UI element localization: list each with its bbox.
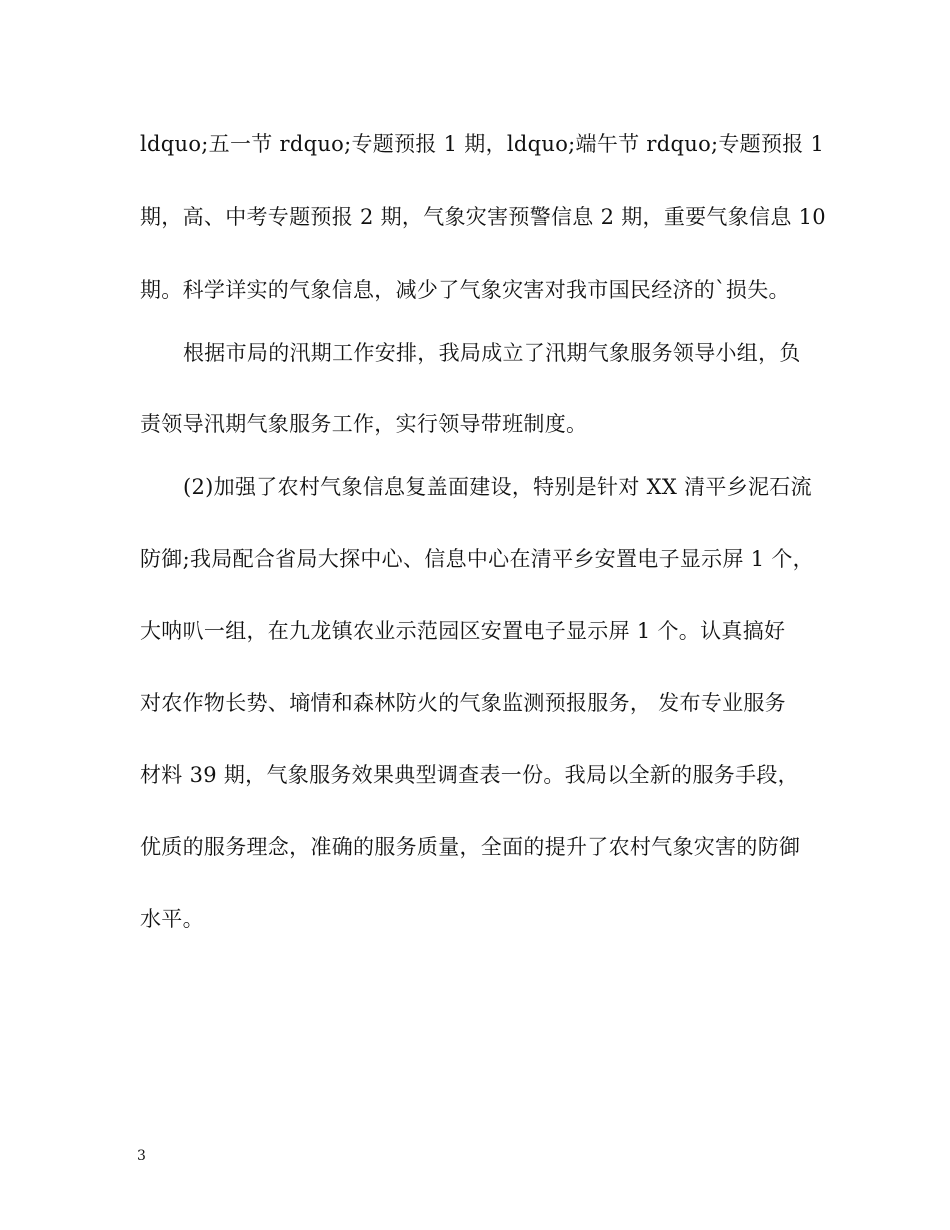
text-line-6: (2)加强了农村气象信息复盖面建设，特别是针对 XX 清平乡泥石流 (183, 475, 812, 499)
text-line-9: 对农作物长势、墒情和森林防火的气象监测预报服务， 发布专业服务 (140, 691, 786, 715)
text-line-8: 大呐叭一组，在九龙镇农业示范园区安置电子显示屏 1 个。认真搞好 (140, 619, 786, 643)
text-line-12: 水平。 (140, 907, 204, 931)
text-line-10: 材料 39 期，气象服务效果典型调查表一份。我局以全新的服务手段， (140, 763, 799, 787)
page-number: 3 (137, 1148, 146, 1164)
text-line-7: 防御;我局配合省局大探中心、信息中心在清平乡安置电子显示屏 1 个， (140, 547, 814, 571)
text-line-5: 责领导汛期气象服务工作，实行领导带班制度。 (140, 412, 588, 436)
text-line-1: ldquo;五一节 rdquo;专题预报 1 期，ldquo;端午节 rdquo;专题预报 1 (140, 132, 825, 156)
text-line-11: 优质的服务理念，准确的服务质量，全面的提升了农村气象灾害的防御 (140, 835, 801, 859)
text-line-2: 期，高、中考专题预报 2 期，气象灾害预警信息 2 期，重要气象信息 10 (140, 205, 826, 229)
text-line-4: 根据市局的汛期工作安排，我局成立了汛期气象服务领导小组，负 (183, 341, 801, 365)
text-line-3: 期。科学详实的气象信息，减少了气象灾害对我市国民经济的`损失。 (140, 278, 790, 302)
